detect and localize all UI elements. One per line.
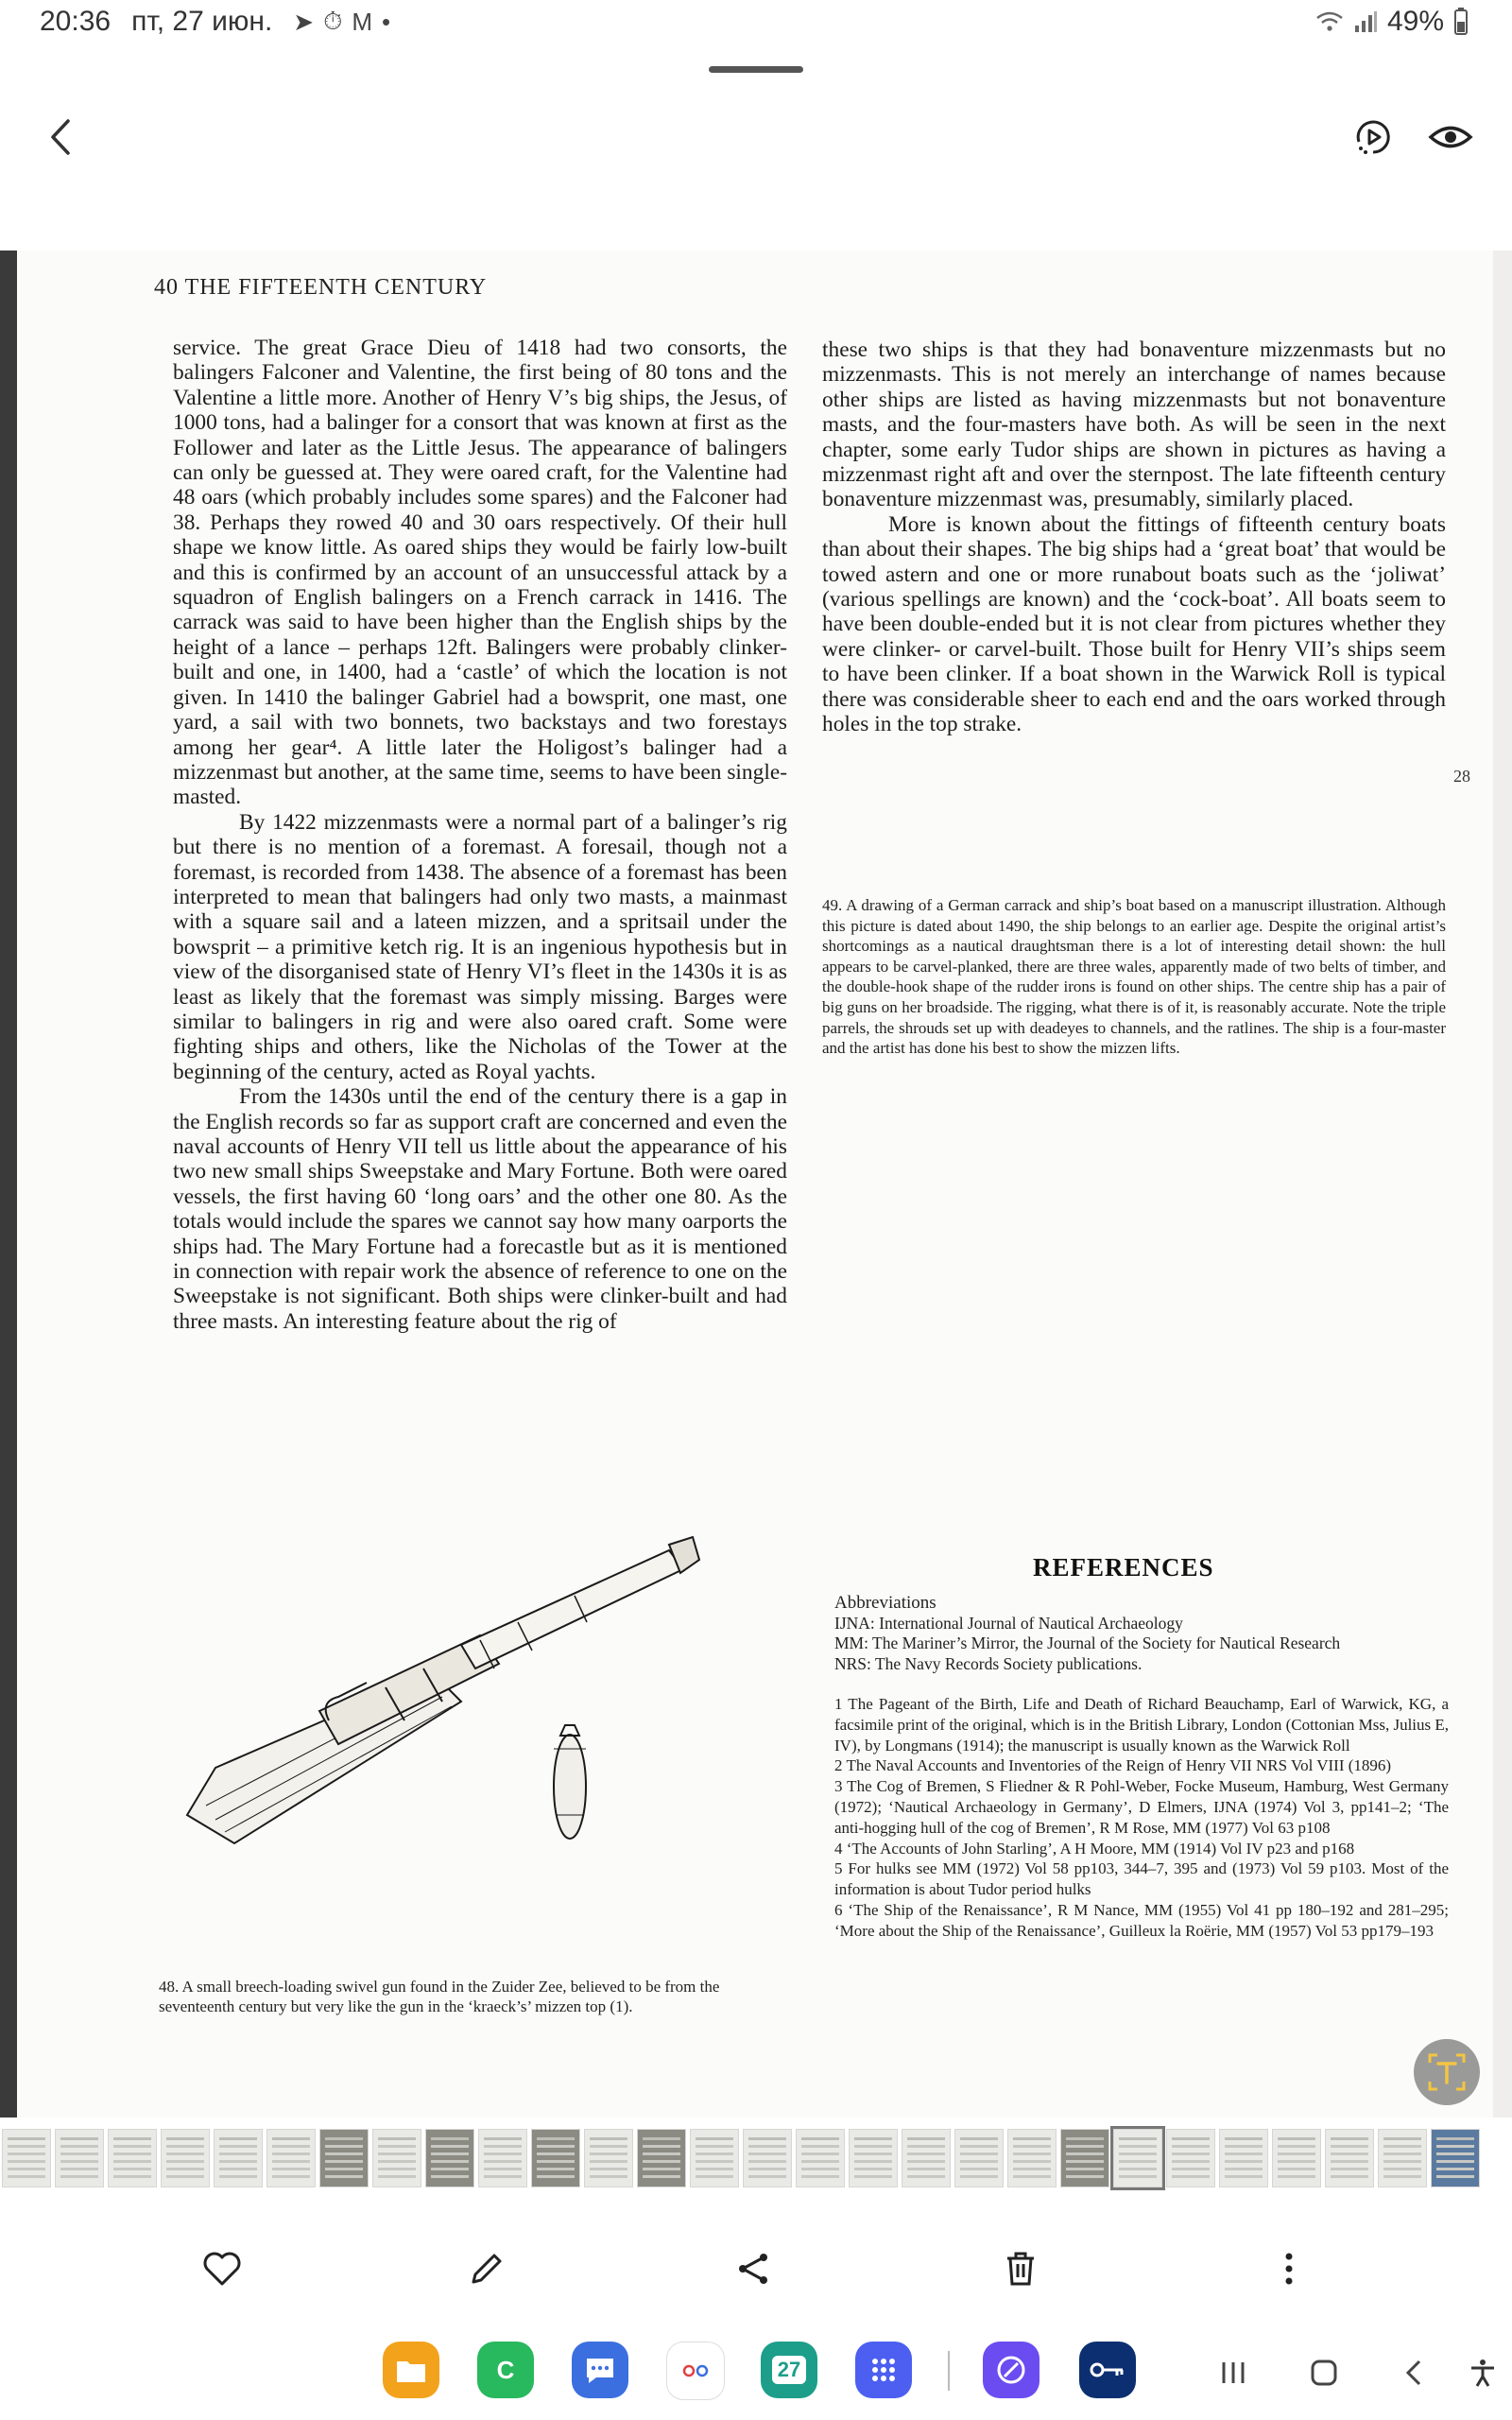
- motion-photo-icon: [1349, 113, 1397, 161]
- paragraph: these two ships is that they had bonaventure mizzenmasts but no mizzenmasts. This is not merely an interchange of names because other ships are listed as having mizzenmasts but not bonaventure masts, and the four-masters have both. As will be seen in the next chapter, some early Tudor ships are shown in pictures as having a mizzenmast right aft and over the sternpost. The late fifteenth century bonaventure mizzenmast was, presumably, similarly placed.: [822, 337, 1446, 512]
- assistant-app[interactable]: [666, 2342, 725, 2400]
- thumbnail[interactable]: [1007, 2129, 1057, 2187]
- thumbnail[interactable]: [55, 2129, 104, 2187]
- reference-note: 2 The Naval Accounts and Inventories of the Reign of Henry VII NRS Vol VIII (1896): [834, 1756, 1392, 1775]
- thumbnail[interactable]: [1431, 2129, 1480, 2187]
- text-extract-button[interactable]: [1414, 2039, 1480, 2105]
- text-extract-icon: [1426, 2051, 1468, 2093]
- reference-notes: [834, 1694, 1449, 1942]
- clock: 20:36: [40, 6, 112, 37]
- thumbnail[interactable]: [584, 2129, 633, 2187]
- favorite-button[interactable]: [194, 2240, 250, 2297]
- paragraph: By 1422 mizzenmasts were a normal part of a balinger’s rig but there is no mention of a foremast. A foresail, though not a foremast, is recorded from 1438. The absence of a foremast has been interpreted to mean that balingers had only two masts, a mainmast with a square sail and a lateen mizzen, and a spritsail under the bowsprit – a primitive ketch rig. It is an ingenious hypothesis but in view of the disorganised state of Henry VI’s fleet in the 1430s it is as least as likely that the foremast was simply missing. Barges were similar to balingers in rig and were also oared craft. Some were fighting ships and others, like the Nicholas of the Tower at the beginning of the century, acted as Royal yachts.: [173, 809, 787, 1084]
- heart-icon: [201, 2248, 243, 2290]
- mail-icon: M: [352, 7, 373, 36]
- status-bar: [0, 0, 1512, 47]
- back-chevron-icon: [1400, 2357, 1429, 2389]
- thumbnail-current[interactable]: [1113, 2129, 1162, 2187]
- apps-grid-icon: [869, 2356, 898, 2384]
- my-files-app[interactable]: [383, 2342, 439, 2398]
- abbreviations: [834, 1593, 1449, 1674]
- dot-icon: •: [382, 7, 391, 36]
- wifi-icon: [1315, 9, 1344, 34]
- eye-icon: [1427, 113, 1474, 161]
- signal-icon: [1353, 9, 1378, 34]
- bubbles-icon: [679, 2361, 712, 2380]
- figure-49-caption: 49. A drawing of a German carrack and ship’s boat based on a manuscript illustration. Although this picture is dated about 1490, the ship belongs to an earlier age. Despite the original artist’s shortcomings as a nautical draughtsman there is a lot of interesting detail shown: the hull appears to be carvel-planked, there are three wales, apparently made of two belts of timber, and the double-hook shape of the rudder irons is found on other ships. The centre ship has a pair of big guns on her broadside. The rigging, what there is of it, is reasonably accurate. Note the triple parrels, the shrouds set up with deadeyes to channels, and the ratlines. The ship is a four-master and the artist has done his best to show the mizzen lifts.: [822, 896, 1446, 1058]
- key-icon: [1089, 2360, 1126, 2379]
- top-toolbar: [0, 95, 1512, 180]
- accessibility-button[interactable]: [1459, 2349, 1506, 2396]
- thumbnail[interactable]: [2, 2129, 51, 2187]
- share-icon: [733, 2248, 775, 2290]
- chat-bubble-icon: [583, 2355, 617, 2385]
- battery-percent: 49%: [1386, 6, 1444, 37]
- home-icon: [1308, 2357, 1340, 2389]
- figure-48-caption: 48. A small breech-loading swivel gun found in the Zuider Zee, believed to be from the seventeenth century but very like the gun in the ‘kraeck’s’ mizzen top (1).: [159, 1978, 720, 2015]
- thumbnail[interactable]: [796, 2129, 845, 2187]
- reference-note: 5 For hulks see MM (1972) Vol 58 pp103, 344–7, 395 and (1973) Vol 59 p103. Most of the information is about Tudor period hulks: [834, 1859, 1449, 1899]
- calendar-day: 27: [772, 2356, 806, 2384]
- motion-photo-button[interactable]: [1349, 113, 1397, 161]
- recent-app-note[interactable]: [983, 2342, 1040, 2398]
- telegram-icon: ➤: [293, 7, 315, 36]
- phone-app[interactable]: [477, 2342, 534, 2398]
- recent-app-key[interactable]: [1079, 2342, 1136, 2398]
- action-bar: [0, 2231, 1512, 2307]
- reference-note: 4 ‘The Accounts of John Starling’, A H Moore, MM (1914) Vol IV p23 and p168: [834, 1839, 1355, 1858]
- thumbnail[interactable]: [478, 2129, 527, 2187]
- thumbnail[interactable]: [902, 2129, 951, 2187]
- thumbnail[interactable]: [108, 2129, 157, 2187]
- phone-letter-icon: C: [496, 2355, 515, 2384]
- abbreviation-item: IJNA: International Journal of Nautical Archaeology: [834, 1613, 1183, 1633]
- paragraph: More is known about the fittings of fifteenth century boats than about their shapes. The big ships had a ‘great boat’ that would be towed astern and one or more runabout boats such as the ‘joliwat’ (various spellings are known) and the ‘cock-boat’. All boats seem to have been double-ended but it is not clear from pictures whether they were clinker- or carvel-built. Those built for Henry VII’s ships seem to have been clinker. If a boat shown in the Warwick Roll is typical there was considerable sheer to each end and the oars worked through holes in the top strake.: [822, 511, 1446, 737]
- alarm-icon: ⏱: [323, 7, 343, 35]
- page-spine: [0, 251, 17, 2118]
- share-button[interactable]: [726, 2240, 782, 2297]
- trash-icon: [1000, 2248, 1041, 2290]
- thumbnail[interactable]: [1060, 2129, 1109, 2187]
- pencil-icon: [466, 2248, 507, 2290]
- battery-icon: [1453, 8, 1469, 36]
- references-title: REFERENCES: [1033, 1553, 1214, 1582]
- back-arrow-icon: [38, 113, 85, 161]
- dock: [0, 2330, 1512, 2415]
- calendar-app[interactable]: [761, 2342, 817, 2398]
- paragraph: From the 1430s until the end of the century there is a gap in the English records so far as support craft are concerned and even the naval accounts of Henry VII tell us little about the appearance of his two new small ships Sweepstake and Mary Fortune. Both were oared vessels, the first having 60 ‘long oars’ and the other one 80. As the totals would include the spares we cannot say how many oarports the ships had. The Mary Fortune had a forecastle but as it is mentioned in connection with repair work the absence of reference to one on the Sweepstake is not significant. Both ships were clinker-built and had three masts. An interesting feature about the rig of: [173, 1084, 787, 1334]
- thumbnail[interactable]: [319, 2129, 369, 2187]
- thumbnail[interactable]: [1219, 2129, 1268, 2187]
- swivel-gun-illustration: [178, 1531, 745, 1872]
- delete-button[interactable]: [992, 2240, 1049, 2297]
- reference-note: 1 The Pageant of the Birth, Life and Death of Richard Beauchamp, Earl of Warwick, KG, a facsimile print of the original, which is in the British Library, London (Cottonian Mss, Julius E, IV), by Longmans (1914); the manuscript is usually known as the Warwick Roll: [834, 1695, 1450, 1754]
- back-nav-button[interactable]: [1391, 2349, 1438, 2396]
- thumbnail[interactable]: [743, 2129, 792, 2187]
- thumbnail-strip[interactable]: [0, 2125, 1512, 2191]
- thumbnail[interactable]: [1166, 2129, 1215, 2187]
- recents-icon: [1217, 2359, 1249, 2387]
- reference-note: 6 ‘The Ship of the Renaissance’, R M Nance, MM (1955) Vol 41 pp 180–192 and 281–295; ‘More about the Ship of the Renaissance’, Guilleux la Roërie, MM (1957) Vol 53 pp179–193: [834, 1900, 1449, 1940]
- thumbnail[interactable]: [690, 2129, 739, 2187]
- abbreviations-heading: Abbreviations: [834, 1593, 936, 1613]
- paragraph: service. The great Grace Dieu of 1418 had two consorts, the balingers Falconer and Valentine, the first being of 80 tons and the Valentine a little more. Another of Henry V’s big ships, the Jesus, of 1000 tons, had a balinger for a consort that was known at first as the Follower and later as the Little Jesus. The appearance of balingers can only be guessed at. They were oared craft, for the Valentine had 48 oars (which probably includes some spares) and the Falconer had 38. Perhaps they rowed 40 and 30 oars respectively. Of their hull shape we know little. As oared ships they would be fairly low-built and this is confirmed by an account of an unsuccessful attack by a squadron of English balingers on a French carrack in 1416. The carrack was said to have been higher than the English ships by the height of a lance – perhaps 12ft. Balingers were probably clinker-built and one, in 1400, had a ‘castle’ of which the location is not given. In 1410 the balinger Gabriel had a bowsprit, one mast, one yard, a sail with two bonnets, two backstays and two forestays among her gear⁴. A little later the Holigost’s balinger had a mizzenmast but another, at the same time, seems to have been single-masted.: [173, 336, 787, 810]
- recents-nav-button[interactable]: [1210, 2349, 1257, 2396]
- image-viewer[interactable]: [0, 251, 1512, 2118]
- accessibility-icon: [1467, 2357, 1499, 2389]
- thumbnail[interactable]: [1378, 2129, 1427, 2187]
- thumbnail[interactable]: [372, 2129, 421, 2187]
- left-column: [173, 336, 787, 1334]
- abbreviation-item: MM: The Mariner’s Mirror, the Journal of the Society for Nautical Research: [834, 1634, 1341, 1653]
- thumbnail[interactable]: [1325, 2129, 1374, 2187]
- running-head: 40 THE FIFTEENTH CENTURY: [154, 275, 488, 300]
- thumbnail[interactable]: [266, 2129, 316, 2187]
- thumbnail[interactable]: [849, 2129, 898, 2187]
- dock-divider: [948, 2351, 950, 2391]
- notification-icons: [293, 7, 390, 37]
- thumbnail[interactable]: [531, 2129, 580, 2187]
- home-nav-button[interactable]: [1300, 2349, 1348, 2396]
- thumbnail[interactable]: [954, 2129, 1004, 2187]
- compass-pen-icon: [995, 2354, 1027, 2386]
- date: пт, 27 июн.: [131, 6, 273, 37]
- drag-handle[interactable]: [709, 66, 803, 73]
- thumbnail[interactable]: [637, 2129, 686, 2187]
- thumbnail[interactable]: [214, 2129, 263, 2187]
- thumbnail[interactable]: [161, 2129, 210, 2187]
- right-column: [822, 337, 1446, 737]
- reference-note: 3 The Cog of Bremen, S Fliedner & R Pohl-Weber, Focke Museum, Hamburg, West Germany (1972); ‘Nautical Archaeology in Germany’, D Elmers, IJNA (1974) Vol 3, pp141–2; ‘The anti-hogging hull of the cog of Bremen’, R M Rose, MM (1977) Vol 63 p108: [834, 1777, 1449, 1837]
- folder-icon: [395, 2356, 427, 2384]
- app-drawer-button[interactable]: [855, 2342, 912, 2398]
- thumbnail[interactable]: [1272, 2129, 1321, 2187]
- back-button[interactable]: [38, 113, 85, 161]
- margin-figure-number: 28: [1453, 767, 1470, 786]
- thumbnail[interactable]: [425, 2129, 474, 2187]
- view-button[interactable]: [1427, 113, 1474, 161]
- edit-button[interactable]: [458, 2240, 515, 2297]
- abbreviation-item: NRS: The Navy Records Society publications.: [834, 1653, 1143, 1673]
- messages-app[interactable]: [572, 2342, 628, 2398]
- more-options-button[interactable]: [1261, 2240, 1317, 2297]
- more-vertical-icon: [1268, 2248, 1310, 2290]
- book-page: [17, 251, 1493, 2118]
